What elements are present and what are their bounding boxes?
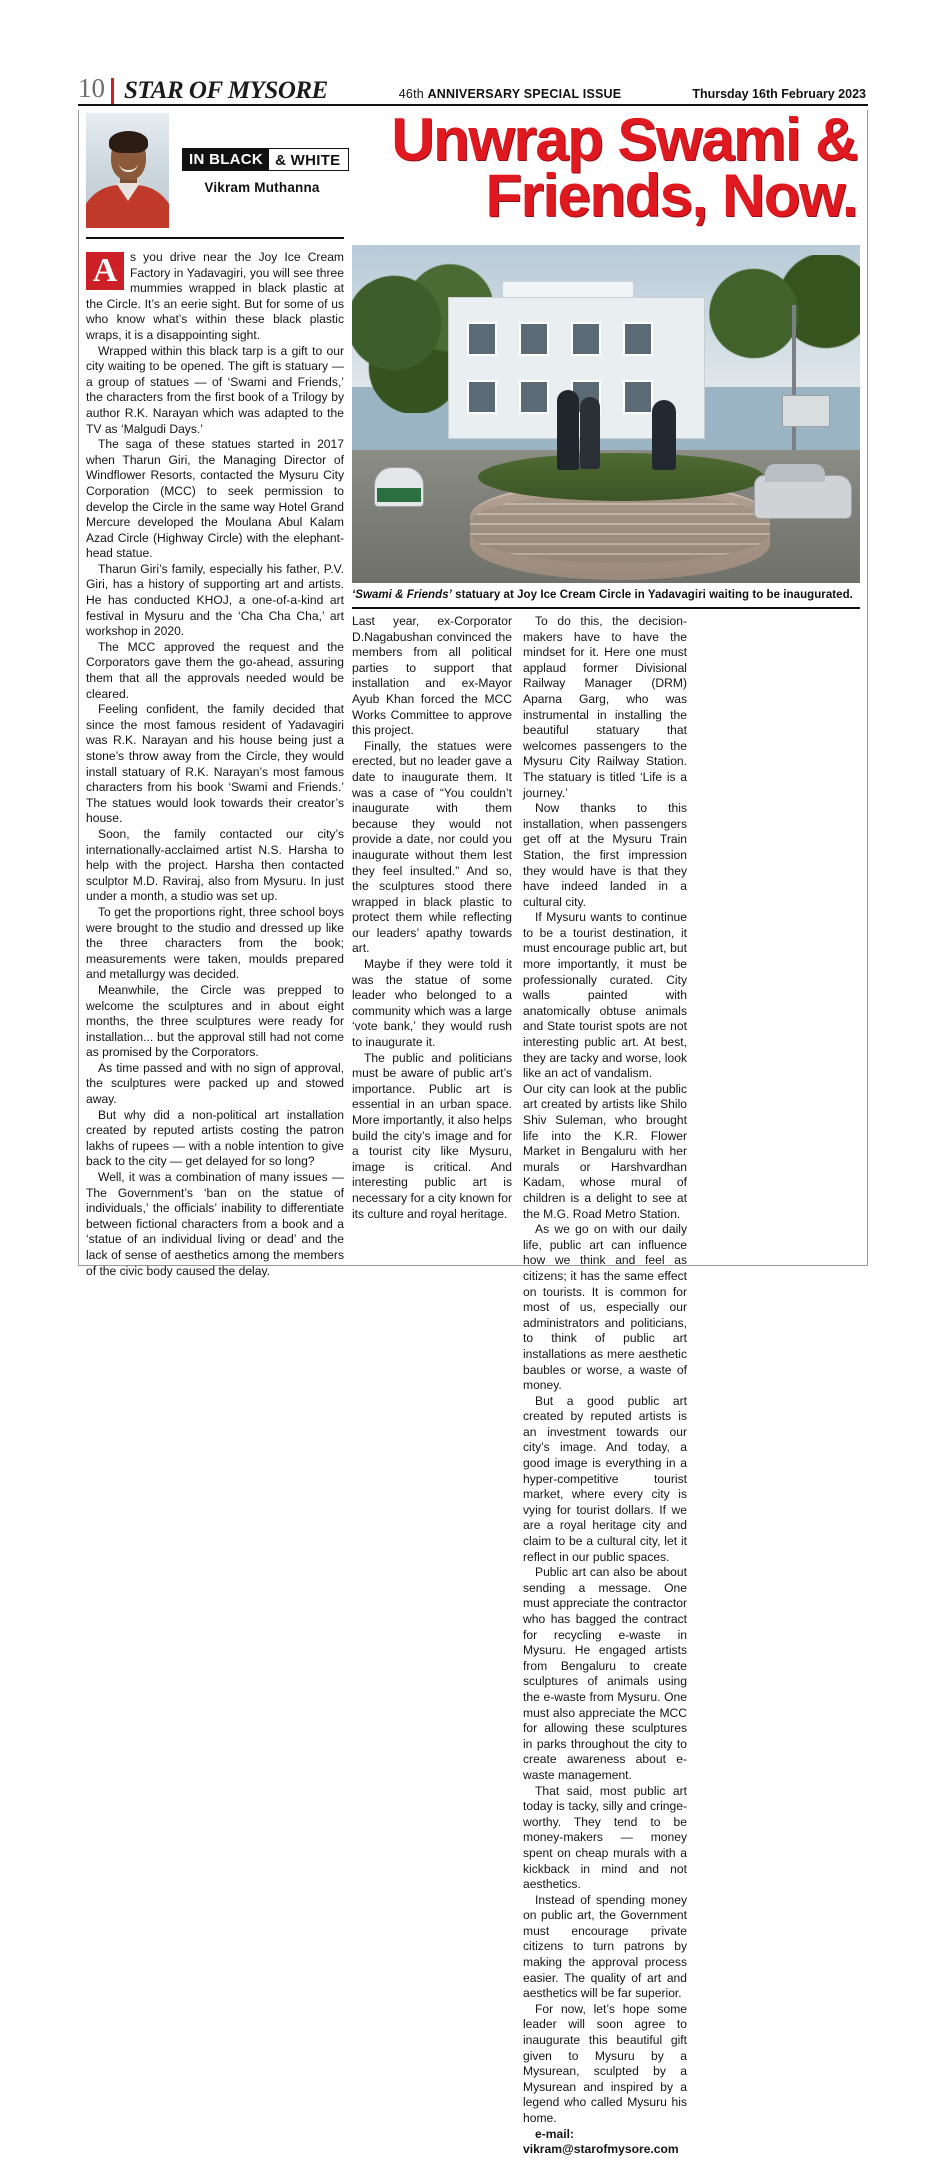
caption-rule: [352, 607, 860, 609]
photo-hair: [109, 131, 148, 153]
photo-trees-right: [682, 255, 860, 385]
paragraph: Soon, the family contacted our city’s internationally-acclaimed artist N.S. Harsha to help with the project. Harsha then contacted sculptor M.D. Raviraj, also from Mysuru. In just under a month, a studio was set up.: [86, 826, 344, 904]
author-photo: [86, 113, 169, 228]
paragraph: Finally, the statues were erected, but no leader gave a date to inaugurate them. It was a case of “You couldn’t inaugurate with them because they would not provide a date, nor could you inaugurate without them lest they feel insulted.” And so, the sculptures stood there wrapped in black plastic to protect them while reflecting our leaders’ apathy towards art.: [352, 738, 512, 956]
photo-window: [467, 380, 497, 414]
paragraph: As time passed and with no sign of approval, the sculptures were packed up and stowed away.: [86, 1060, 344, 1107]
article-column-1: [86, 250, 344, 1279]
masthead-divider: [111, 78, 114, 104]
page-border-left: [78, 110, 79, 1265]
photo-signboard: [782, 395, 830, 427]
photo-autorickshaw: [374, 467, 424, 507]
photo-circle-greenery: [478, 453, 764, 501]
photo-wrapped-statue: [652, 400, 676, 470]
paragraph: Tharun Giri’s family, especially his father, P.V. Giri, has a history of supporting art and artists. He has conducted KHOJ, a one-of-a-kind art festival in Mysuru and the ‘Cha Cha Cha,’ art workshop in 2020.: [86, 561, 344, 639]
article-photo: [352, 245, 860, 583]
photo-car: [754, 475, 852, 519]
paragraph: But a good public art created by reputed artists is an investment towards our city’s image. And today, a good image is everything in a hyper-competitive tourist market, where every city is vying for tourist dollars. If we are a royal heritage city and claim to be a cultural city, let it reflect in our public spaces.: [523, 1393, 687, 1564]
author-name: Vikram Muthanna: [204, 180, 320, 195]
photo-window: [519, 322, 549, 356]
headline-line-2: Friends, Now.: [485, 161, 857, 229]
photo-window: [623, 380, 653, 414]
drop-cap: A: [86, 252, 124, 290]
page-number: 10: [78, 73, 105, 103]
paper-name: STAR OF MYSORE: [124, 77, 328, 104]
photo-wrapped-statue: [557, 390, 579, 470]
issue-line: [328, 87, 693, 104]
photo-circle-stonework: [470, 493, 770, 563]
issue-date: Thursday 16th February 2023: [692, 87, 866, 101]
page-title: [352, 106, 857, 229]
paragraph: The saga of these statues started in 2017 when Tharun Giri, the Managing Director of Windflower Resorts, contacted the Mysuru City Corporation (MCC) to seek permission to develop the Circle in the same way Hotel Grand Mercure developed the Moulana Abul Kalam Azad Circle (Highway Circle) with the elephant-head statue.: [86, 437, 344, 561]
paragraph: Well, it was a combination of many issues — The Government’s ‘ban on the statue of individuals,’ the officials’ inability to differentiate between fictional characters from a book and a ‘statue of an individual living or dead’ and the lack of sense of aesthetics among the members of the civic body caused the delay.: [86, 1170, 344, 1278]
masthead: [78, 68, 868, 104]
issue-prefix: 46th: [398, 87, 428, 101]
paragraph: If Mysuru wants to continue to be a tourist destination, it must encourage public art, but more importantly, it must be professionally curated. City walls painted with anatomically obtuse animals and State tourist spots are not interesting public art. At best, they are tacky and worse, look like an act of vandalism.: [523, 910, 687, 1081]
paragraph: That said, most public art today is tacky, silly and cringe-worthy. They tend to be money-makers — money spent on cheap murals with a kickback in mind and not aesthetics.: [523, 1783, 687, 1892]
paragraph: As we go on with our daily life, public art can influence how we think and feel as citizens; it has the same effect on tourists. It is common for most of us, especially our administrators and politicians, to think of public art installations as mere aesthetic baubles or worse, a waste of money.: [523, 1222, 687, 1393]
photo-wrapped-statue: [580, 397, 600, 469]
paragraph: Now thanks to this installation, when passengers get off at the Mysuru Train Station, the first impression they would have is that they have indeed landed in a cultural city.: [523, 801, 687, 909]
paragraph-text: s you drive near the Joy Ice Cream Factory in Yadavagiri, you will see three mummies wrapped in black plastic at the Circle. It’s an eerie sight. But for some of us who know what’s within these black plastic wraps, it is a disappointing sight.: [86, 250, 344, 342]
photo-window: [623, 322, 653, 356]
paragraph: The MCC approved the request and the Corporators gave them the go-ahead, assuring them that all the approvals needed would be cleared.: [86, 639, 344, 701]
paragraph: The public and politicians must be aware of public art’s importance. Public art is essential in an urban space. More importantly, it also helps build the city’s image and for a tourist city like Mysuru, image is critical. And interesting public art is necessary for a city known for its culture and royal heritage.: [352, 1050, 512, 1221]
paragraph: Last year, ex-Corporator D.Nagabushan convinced the members from all political parties to support that installation and ex-Mayor Ayub Khan forced the MCC Works Committee to approve this project.: [352, 614, 512, 738]
photo-window: [519, 380, 549, 414]
paragraph: [86, 250, 344, 344]
paragraph: Feeling confident, the family decided that since the most famous resident of Yadavagiri was R.K. Narayan and his house being just a stone’s throw away from the Circle, they would install statuary of R.K. Narayan’s most famous characters from his book ‘Swami and Friends.’ The statues would look towards their creator’s house.: [86, 702, 344, 826]
article-column-2: [352, 614, 512, 1222]
paragraph: Public art can also be about sending a message. One must appreciate the contractor who has bagged the contract for recycling e-waste in Mysuru. He engaged artists from Bengaluru to create sculptures of animals using the e-waste from Mysuru. One must also appreciate the MCC for allowing these sculptures in parks throughout the city to create awareness about e-waste management.: [523, 1565, 687, 1782]
paragraph: For now, let’s hope some leader will soon agree to inaugurate this beautiful gift given to Mysuru by a Mysurean, sculpted by a Mysurean and inspired by a legend who called Mysuru his home.: [523, 2001, 687, 2125]
column-logo-dark: IN BLACK: [182, 148, 269, 171]
photo-caption-title: ‘Swami & Friends’: [352, 589, 452, 601]
column-logo-light: & WHITE: [269, 148, 348, 171]
paragraph: But why did a non-political art installation created by reputed artists costing the patron lakhs of rupees — with a noble intention to give back to the city — get delayed for so long?: [86, 1107, 344, 1169]
paragraph: To get the proportions right, three school boys were brought to the studio and dressed up like the three characters from the book; measurements were taken, moulds prepared and metallurgy was decided.: [86, 904, 344, 982]
photo-window: [571, 322, 601, 356]
paragraph: Maybe if they were told it was the statue of some leader who belonged to a community which was a large ‘vote bank,’ they would rush to inaugurate it.: [352, 957, 512, 1050]
photo-caption: [352, 589, 860, 601]
author-email[interactable]: e-mail: vikram@starofmysore.com: [523, 2126, 679, 2157]
paragraph: Our city can look at the public art created by artists like Shilo Shiv Suleman, who brought life into the K.R. Flower Market in Bengaluru with her murals or Harshvardhan Kadam, whose mural of children is a delight to see at the M.G. Road Metro Station.: [523, 1081, 687, 1221]
headline-line-1: Unwrap Swami &: [391, 106, 857, 173]
paragraph: Instead of spending money on public art, the Government must encourage private citizens to turn patrons by making the approval process easier. The quality of art and aesthetics will be far superior.: [523, 1892, 687, 2001]
paragraph: Meanwhile, the Circle was prepped to welcome the sculptures and in about eight months, the three sculptures were ready for installation... but the approval still had not come as promised by the Corporators.: [86, 982, 344, 1060]
issue-bold: ANNIVERSARY SPECIAL ISSUE: [427, 87, 622, 101]
photo-caption-text: statuary at Joy Ice Cream Circle in Yadavagiri waiting to be inaugurated.: [451, 589, 853, 601]
column-logo: [182, 148, 349, 171]
page-border-right: [867, 110, 868, 1265]
paragraph: Wrapped within this black tarp is a gift to our city waiting to be opened. The gift is statuary — a group of statues — of ‘Swami and Friends,’ the characters from the first book of a Trilogy by author R.K. Narayan which was adapted to the TV as ‘Malgudi Days.’: [86, 343, 344, 436]
paragraph: To do this, the decision-makers have to have the mindset for it. Here one must applaud former Divisional Railway Manager (DRM) Aparna Garg, who was instrumental in installing the beautiful statuary that welcomes passengers to the Mysuru City Railway Station. The statuary is titled ‘Life is a journey.’: [523, 614, 687, 800]
article-column-3: [523, 614, 687, 2158]
photo-window: [467, 322, 497, 356]
header-rule: [86, 237, 344, 239]
